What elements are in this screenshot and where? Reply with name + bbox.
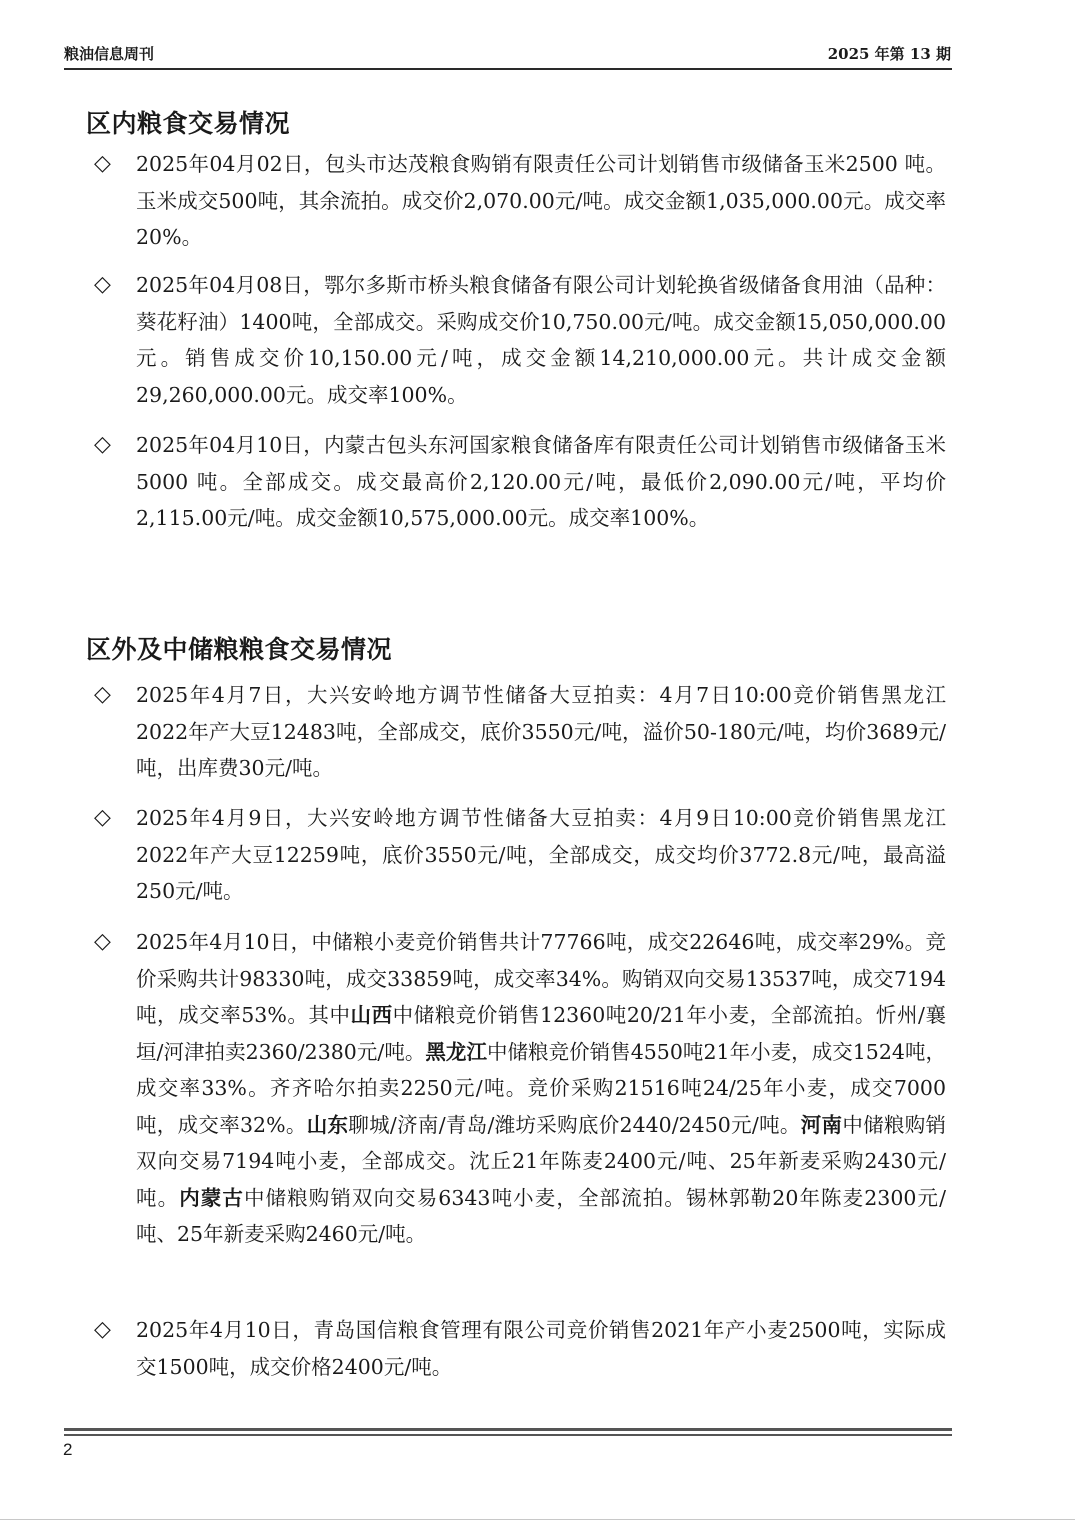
diamond-bullet-icon: ◇ <box>94 1317 111 1342</box>
diamond-bullet-icon: ◇ <box>94 151 111 176</box>
section-title-domestic: 区内粮食交易情况 <box>86 109 291 138</box>
list-item <box>94 1312 946 1385</box>
footer-divider <box>64 1428 952 1431</box>
list-item <box>94 146 946 256</box>
item-text: 2025年4月10日，青岛国信粮食管理有限公司竞价销售2021年产小麦2500吨，实际成交1500吨，成交价格2400元/吨。 <box>136 1318 946 1379</box>
list-item <box>94 267 946 413</box>
header-divider <box>64 68 952 70</box>
item-text: 2025年04月08日，鄂尔多斯市桥头粮食储备有限公司计划轮换省级储备食用油（品种：葵花籽油）1400吨，全部成交。采购成交价10,750.00元/吨。成交金额15,050,000.00元。销售成交价10,150.00元/吨，成交金额14,210,000.00元。共计成交金额29,260,000.00元。成交率100%。 <box>136 273 946 407</box>
item-text: 2025年4月7日，大兴安岭地方调节性储备大豆拍卖：4月7日10:00竞价销售黑龙江2022年产大豆12483吨，全部成交，底价3550元/吨，溢价50-180元/吨，均价3689元/吨，出库费30元/吨。 <box>136 683 946 780</box>
diamond-bullet-icon: ◇ <box>94 929 111 954</box>
region-shandong: 山东 <box>306 1112 349 1137</box>
item-text: 2025年4月9日，大兴安岭地方调节性储备大豆拍卖：4月9日10:00竞价销售黑龙江2022年产大豆12259吨，底价3550元/吨，全部成交，成交均价3772.8元/吨，最高溢250元/吨。 <box>136 806 946 903</box>
diamond-bullet-icon: ◇ <box>94 272 111 297</box>
page-number: 2 <box>63 1440 73 1459</box>
diamond-bullet-icon: ◇ <box>94 682 111 707</box>
page-edge <box>0 1519 1075 1520</box>
list-item <box>94 677 946 787</box>
section-title-external: 区外及中储粮粮食交易情况 <box>86 635 393 664</box>
item-text: 2025年4月10日，中储粮小麦竞价销售共计77766吨，成交22646吨，成交率29%。竞价采购共计98330吨，成交33859吨，成交率34%。购销双向交易13537吨，成交7194吨，成交率53%。其中山西中储粮竞价销售12360吨20/21年小麦，全部流拍。忻州/襄垣/河津拍卖2360/2380元/吨。黑龙江中储粮竞价销售4550吨21年小麦，成交1524吨，成交率33%。齐齐哈尔拍卖2250元/吨。竞价采购21516吨24/25年小麦，成交7000吨，成交率32%。山东聊城/济南/青岛/潍坊采购底价2440/2450元/吨。河南中储粮购销双向交易7194吨小麦，全部成交。沈丘21年陈麦2400元/吨、25年新麦采购2430元/吨。内蒙古中储粮购销双向交易6343吨小麦，全部流拍。锡林郭勒20年陈麦2300元/吨、25年新麦采购2460元/吨。 <box>136 930 947 1246</box>
region-inner-mongolia: 内蒙古 <box>179 1185 244 1210</box>
region-heilongjiang: 黑龙江 <box>425 1039 487 1064</box>
list-item <box>94 427 946 537</box>
diamond-bullet-icon: ◇ <box>94 805 111 830</box>
item-text: 2025年04月10日，内蒙古包头东河国家粮食储备库有限责任公司计划销售市级储备玉米5000 吨。全部成交。成交最高价2,120.00元/吨，最低价2,090.00元/吨，平均价2,115.00元/吨。成交金额10,575,000.00元。成交率100%。 <box>136 433 946 530</box>
list-item <box>94 924 946 1253</box>
list-item <box>94 800 946 910</box>
item-text: 2025年04月02日，包头市达茂粮食购销有限责任公司计划销售市级储备玉米2500 吨。玉米成交500吨，其余流拍。成交价2,070.00元/吨。成交金额1,035,000.00元。成交率20%。 <box>136 152 946 249</box>
region-henan: 河南 <box>800 1112 843 1137</box>
issue-number: 2025 年第 13 期 <box>827 45 951 63</box>
publication-title: 粮油信息周刊 <box>64 45 155 63</box>
footer-divider-thin <box>64 1434 952 1436</box>
diamond-bullet-icon: ◇ <box>94 432 111 457</box>
region-shanxi: 山西 <box>350 1003 393 1027</box>
